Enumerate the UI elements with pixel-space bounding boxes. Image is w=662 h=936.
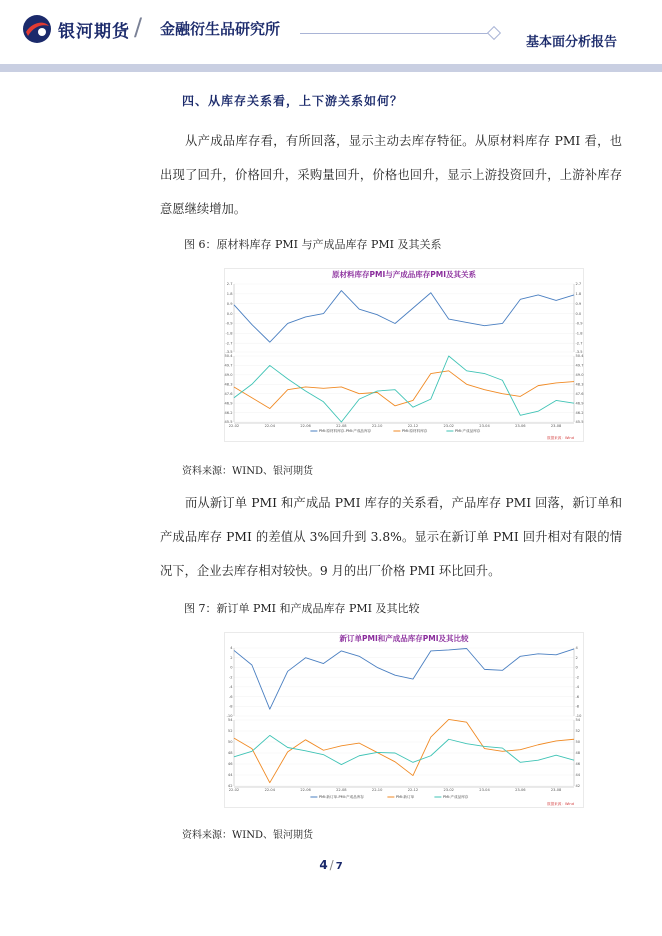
bottom-panel-ytick-right: 50 [575,740,581,745]
paragraph-2: 而从新订单 PMI 和产成品 PMI 库存的关系看，产品库存 PMI 回落，新订单和产成品库存 PMI 的差值从 3%回升到 3.8%。显示在新订单 PMI 回升相对有限的情况下，企业去库存相对较快。9 月的出厂价格 PMI 环比回升。 [160,496,622,578]
bottom-panel-ytick-right: 44 [575,773,581,778]
x-tick-label: 23-08 [550,424,562,428]
page-total: 7 [335,861,343,872]
chart-frame [225,269,584,442]
top-panel-ytick-left: 0 [230,665,233,670]
bottom-panel-ytick-left: 49.0 [224,373,233,378]
bottom-panel-ytick-left: 47.6 [224,391,233,396]
x-tick-label: 22-08 [336,424,347,428]
bottom-panel-ytick-left: 42 [227,784,233,789]
bottom-panel-ytick-right: 47.6 [575,391,584,396]
x-tick-label: 22-06 [300,788,311,792]
header-divider: / [134,13,143,41]
top-panel-ytick-left: 0.0 [226,311,233,316]
x-tick-label: 23-04 [479,424,490,428]
top-panel-ytick-left: -6 [228,694,233,699]
figure-6-caption: 图 6：原材料库存 PMI 与产成品库存 PMI 及其关系 [184,238,442,251]
top-panel-ytick-left: -4 [228,685,233,690]
bottom-panel-ytick-left: 52 [227,729,233,734]
bottom-panel-ytick-left: 46 [227,762,233,767]
bottom-panel-ytick-left: 50.4 [224,354,233,359]
bottom-panel-ytick-right: 45.5 [575,420,584,425]
x-tick-label: 23-02 [443,424,454,428]
bottom-panel-ytick-right: 46.9 [575,401,584,406]
top-panel-ytick-right: 1.8 [575,292,582,297]
x-tick-label: 23-06 [515,788,526,792]
figure-6-svg [224,268,584,442]
legend-entry-2: PMI:产成品库存 [442,795,469,800]
x-tick-label: 22-06 [300,424,311,428]
bottom-panel-ytick-left: 48.3 [224,382,233,387]
figure-6-source: 资料来源：WIND、银河期货 [182,466,313,477]
bottom-panel-ytick-right: 54 [575,718,581,723]
legend-entry-1: PMI:新订单 [395,795,415,800]
legend-entry-0: PMI:原材料库存-PMI:产成品库存 [318,429,372,434]
bottom-panel-ytick-left: 46.9 [224,401,233,406]
chart-data-source: 数据来源：Wind [546,802,574,806]
x-tick-label: 22-10 [371,788,383,792]
x-tick-label: 23-04 [479,788,490,792]
galaxy-logo-icon [22,14,52,44]
top-panel-ytick-left: -3.5 [225,350,233,355]
top-panel-ytick-right: 2.7 [575,282,582,287]
figure-7-source: 资料来源：WIND、银河期货 [182,830,313,841]
top-panel-ytick-right: 0 [575,665,578,670]
bottom-panel-ytick-left: 50 [227,740,233,745]
bottom-panel-ytick-right: 49.0 [575,373,584,378]
chart-title: 新订单PMI和产成品库存PMI及其比较 [339,634,469,643]
top-panel-ytick-right: -3.5 [575,350,583,355]
top-panel-ytick-left: -8 [228,704,233,709]
department-name: 金融衍生品研究所 [160,20,281,38]
top-panel-ytick-right: -4 [575,685,580,690]
legend-entry-1: PMI:原材料库存 [401,429,428,434]
figure-7-caption: 图 7：新订单 PMI 和产成品库存 PMI 及其比较 [184,602,420,615]
x-tick-label: 22-10 [371,424,383,428]
chart-data-source: 数据来源：Wind [546,436,574,440]
bottom-panel-ytick-right: 49.7 [575,363,584,368]
x-tick-label: 23-02 [443,788,454,792]
bottom-panel-ytick-right: 48.3 [575,382,584,387]
legend-entry-0: PMI:新订单-PMI:产成品库存 [318,795,365,800]
bottom-panel-ytick-right: 42 [575,784,581,789]
top-panel-ytick-right: 4 [575,646,578,651]
top-panel-ytick-right: -0.9 [575,321,583,326]
report-type: 基本面分析报告 [526,35,618,50]
x-tick-label: 22-02 [228,788,240,792]
figure-7-chart [224,632,584,808]
x-tick-label: 22-08 [336,788,347,792]
figure-6-chart [224,268,584,442]
top-panel-ytick-right: -6 [575,694,580,699]
top-panel-ytick-right: -8 [575,704,580,709]
top-panel-ytick-left: -2.7 [225,341,233,346]
top-panel-ytick-right: -2 [575,675,580,680]
page-separator: / [329,858,334,872]
x-tick-label: 22-12 [407,424,419,428]
top-panel-ytick-right: -10 [575,714,582,719]
figure-7-svg [224,632,584,808]
legend-entry-2: PMI:产成品库存 [454,429,481,434]
top-panel-ytick-left: -1.8 [225,331,233,336]
bottom-panel-ytick-left: 48 [227,751,233,756]
top-panel-ytick-left: -10 [226,714,233,719]
bottom-panel-ytick-right: 52 [575,729,581,734]
x-tick-label: 23-08 [550,788,562,792]
diamond-icon [487,26,501,40]
top-panel-ytick-left: 4 [230,646,233,651]
bottom-panel-ytick-left: 54 [227,718,233,723]
top-panel-ytick-right: -2.7 [575,341,583,346]
page-number [0,858,662,872]
chart-title: 原材料库存PMI与产成品库存PMI及其关系 [331,270,477,279]
bottom-panel-ytick-left: 44 [227,773,233,778]
top-panel-ytick-left: 0.9 [226,301,233,306]
x-tick-label: 22-02 [228,424,240,428]
bottom-panel-ytick-left: 45.5 [224,420,233,425]
bottom-panel-ytick-left: 46.2 [224,410,233,415]
section-title: 四、从库存关系看，上下游关系如何？ [182,94,404,108]
top-panel-ytick-left: -2 [228,675,233,680]
top-panel-ytick-left: 2 [230,655,233,660]
top-panel-ytick-right: 2 [575,655,578,660]
page-current: 4 [319,858,328,872]
x-tick-label: 22-12 [407,788,419,792]
top-panel-ytick-right: 0.9 [575,301,582,306]
bottom-panel-ytick-right: 48 [575,751,581,756]
brand-name: 银河期货 [58,22,130,42]
x-tick-label: 22-04 [264,424,276,428]
top-panel-ytick-left: 1.8 [226,292,233,297]
header-rule [300,33,490,34]
page-header [0,0,662,72]
paragraph-1: 从产成品库存看，有所回落，显示主动去库存特征。从原材料库存 PMI 看，也出现了回升，价格回升，采购量回升，价格也回升，显示上游投资回升，上游补库存意愿继续增加。 [160,134,622,216]
top-panel-ytick-right: -1.8 [575,331,583,336]
bottom-panel-ytick-left: 49.7 [224,363,233,368]
x-tick-label: 22-04 [264,788,276,792]
top-panel-ytick-left: 2.7 [226,282,233,287]
bottom-panel-ytick-right: 46.2 [575,410,584,415]
header-band [0,64,662,72]
bottom-panel-ytick-right: 50.4 [575,354,584,359]
top-panel-ytick-right: 0.0 [575,311,582,316]
top-panel-ytick-left: -0.9 [225,321,233,326]
bottom-panel-ytick-right: 46 [575,762,581,767]
x-tick-label: 23-06 [515,424,526,428]
